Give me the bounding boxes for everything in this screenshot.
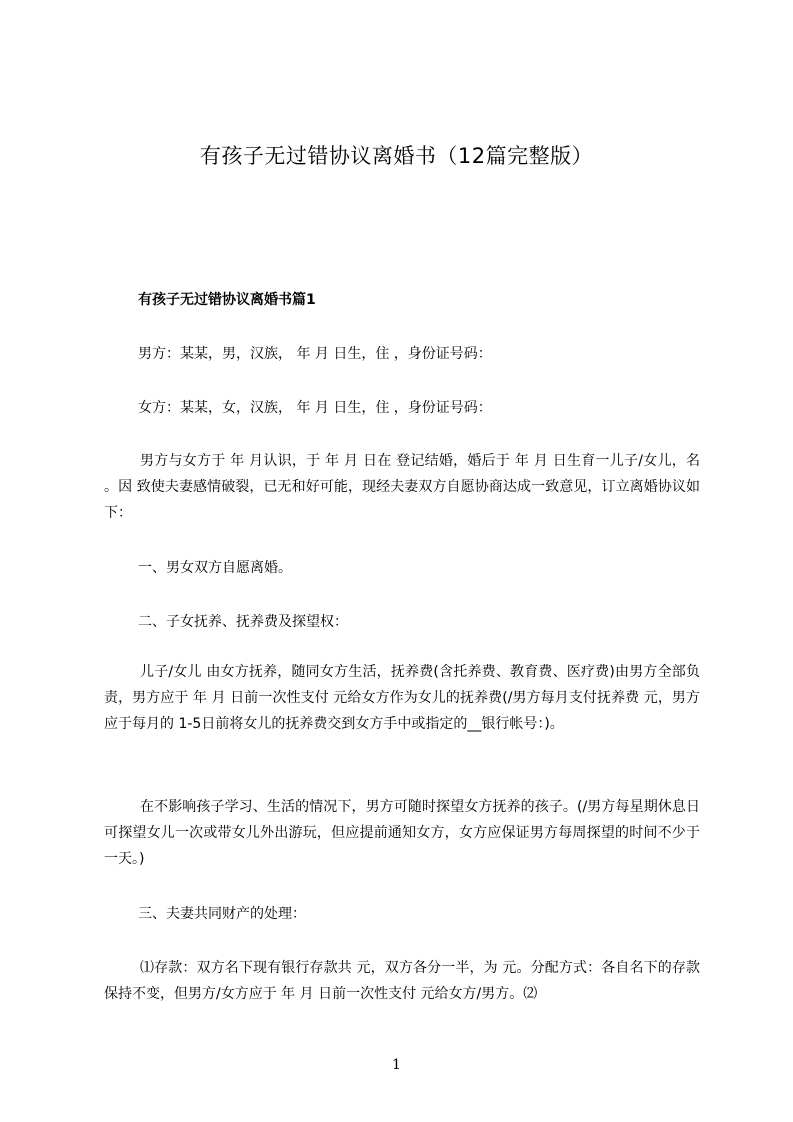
deposit-paragraph: ⑴存款：双方名下现有银行存款共 元，双方各分一半，为 元。分配方式：各自名下的存款保持不变，但男方/女方应于 年 月 日前一次性支付 元给女方/男方。⑵ xyxy=(104,960,700,1002)
section-heading: 有孩子无过错协议离婚书篇1 xyxy=(138,292,316,308)
male-party-line: 男方：某某，男，汉族， 年 月 日生，住 ，身份证号码： xyxy=(138,346,492,362)
custody-paragraph: 儿子/女儿 由女方抚养，随同女方生活，抚养费(含托养费、教育费、医疗费)由男方全部负责，男方应于 年 月 日前一次性支付 元给女方作为女儿的抚养费(/男方每月支付抚养费 元，男方应于每月的 1-5日前将女儿的抚养费交到女方手中或指定的__银行帐号：)。 xyxy=(104,664,700,732)
female-party-line: 女方：某某，女，汉族， 年 月 日生，住 ，身份证号码： xyxy=(138,400,492,416)
clause-1: 一、男女双方自愿离婚。 xyxy=(138,560,292,576)
clause-3: 三、夫妻共同财产的处理： xyxy=(138,906,306,922)
clause-2: 二、子女抚养、抚养费及探望权： xyxy=(138,614,348,630)
page-number: 1 xyxy=(392,1057,401,1073)
intro-paragraph: 男方与女方于 年 月认识，于 年 月 日在 登记结婚，婚后于 年 月 日生育一儿子/女儿，名 。因 致使夫妻感情破裂，已无和好可能，现经夫妻双方自愿协商达成一致意见，订立离婚协议如下： xyxy=(104,453,700,521)
page-title: 有孩子无过错协议离婚书（12篇完整版） xyxy=(199,144,594,168)
visitation-paragraph: 在不影响孩子学习、生活的情况下，男方可随时探望女方抚养的孩子。(/男方每星期休息日可探望女儿一次或带女儿外出游玩，但应提前通知女方，女方应保证男方每周探望的时间不少于一天。) xyxy=(104,799,700,867)
